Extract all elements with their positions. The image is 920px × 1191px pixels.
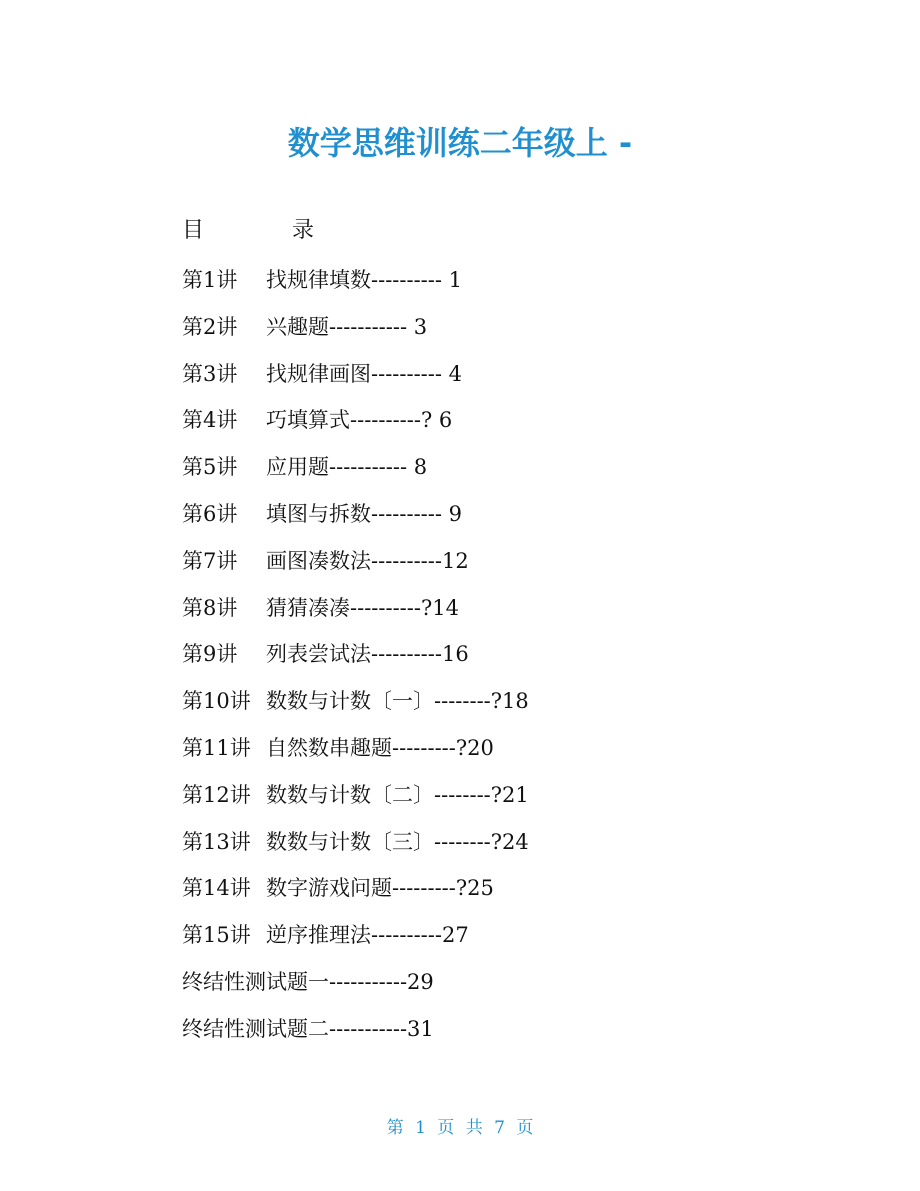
toc-entry-text: 应用题----------- 8 xyxy=(266,455,428,480)
toc-heading xyxy=(182,216,314,246)
toc-entry xyxy=(182,359,529,406)
toc-entry-text: 兴趣题----------- 3 xyxy=(266,314,428,339)
toc-entry-lecture: 第9讲 xyxy=(182,642,238,667)
toc-entry-text: 逆序推理法----------27 xyxy=(266,923,469,948)
toc-entry xyxy=(182,827,529,874)
toc-entry-lecture: 第5讲 xyxy=(182,455,238,480)
toc-list xyxy=(182,265,529,1061)
toc-entry xyxy=(182,920,529,967)
toc-entry-text: 终结性测试题二-----------31 xyxy=(182,1016,434,1041)
toc-heading-left: 目 xyxy=(182,218,205,243)
toc-entry-lecture: 第2讲 xyxy=(182,314,238,339)
toc-entry-final-test xyxy=(182,1014,529,1061)
toc-entry-text: 猜猜凑凑----------?14 xyxy=(266,595,459,620)
toc-entry xyxy=(182,546,529,593)
toc-entry-lecture: 第15讲 xyxy=(182,923,251,948)
toc-entry-text: 填图与拆数---------- 9 xyxy=(266,501,462,526)
toc-entry-lecture: 第7讲 xyxy=(182,548,238,573)
toc-entry xyxy=(182,312,529,359)
toc-entry xyxy=(182,780,529,827)
toc-entry-text: 画图凑数法----------12 xyxy=(266,548,469,573)
toc-entry-text: 数数与计数〔一〕--------?18 xyxy=(266,689,529,714)
toc-entry-text: 数数与计数〔三〕--------?24 xyxy=(266,829,529,854)
toc-entry-text: 列表尝试法----------16 xyxy=(266,642,469,667)
page-footer: 第 1 页 共 7 页 xyxy=(386,1118,534,1138)
toc-entry xyxy=(182,593,529,640)
document-title: 数学思维训练二年级上 - xyxy=(287,124,633,162)
toc-entry-text: 找规律填数---------- 1 xyxy=(266,268,462,292)
toc-heading-right: 录 xyxy=(292,218,315,243)
toc-entry-lecture: 第10讲 xyxy=(182,689,251,714)
toc-entry xyxy=(182,639,529,686)
toc-entry-lecture: 第6讲 xyxy=(182,501,238,526)
toc-entry-text: 找规律画图---------- 4 xyxy=(266,361,462,386)
toc-entry-text: 数字游戏问题---------?25 xyxy=(266,876,494,901)
toc-entry-lecture: 第3讲 xyxy=(182,361,238,386)
toc-entry-text: 自然数串趣题---------?20 xyxy=(266,735,494,760)
toc-entry xyxy=(182,499,529,546)
toc-entry xyxy=(182,733,529,780)
toc-entry-lecture: 第8讲 xyxy=(182,595,238,620)
toc-entry-lecture: 第13讲 xyxy=(182,829,251,854)
toc-entry xyxy=(182,405,529,452)
toc-entry-lecture: 第12讲 xyxy=(182,782,251,807)
toc-entry-lecture: 第11讲 xyxy=(182,735,251,760)
toc-entry-text: 数数与计数〔二〕--------?21 xyxy=(266,782,529,807)
toc-entry xyxy=(182,873,529,920)
toc-entry-text: 巧填算式----------? 6 xyxy=(266,408,453,433)
toc-entry-final-test xyxy=(182,967,529,1014)
toc-entry xyxy=(182,686,529,733)
toc-entry xyxy=(182,452,529,499)
toc-entry-text: 终结性测试题一-----------29 xyxy=(182,969,434,994)
toc-entry-lecture: 第1讲 xyxy=(182,268,238,292)
toc-entry-lecture: 第14讲 xyxy=(182,876,251,901)
toc-entry-lecture: 第4讲 xyxy=(182,408,238,433)
toc-entry xyxy=(182,265,529,312)
